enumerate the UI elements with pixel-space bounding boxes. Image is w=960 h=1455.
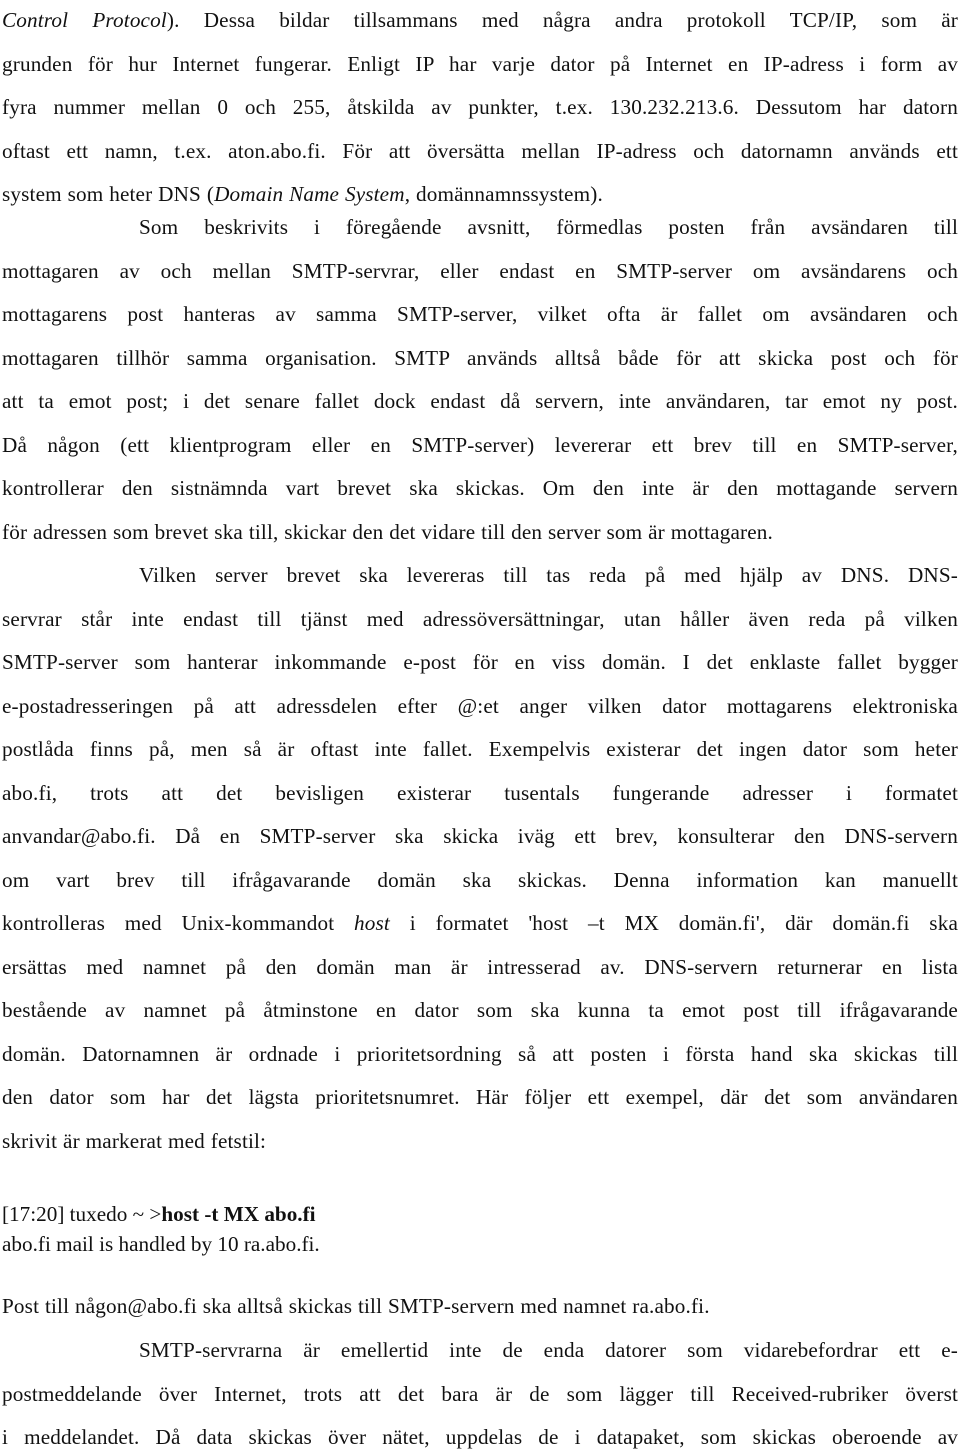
paragraph-smtp-servers [2,1329,958,1455]
terminal-response-line: abo.fi mail is handled by 10 ra.abo.fi. [2,1232,320,1256]
text-line: SMTP-servrarna är emellertid inte de enda datorer som vidarebefordrar ett e- [139,1338,958,1362]
text-line: bestående av namnet på åtminstone en dator som ska kunna ta emot post till ifrågavarande [2,998,958,1022]
italic-term: Control Protocol [2,8,167,32]
text-line: ersättas med namnet på den domän man är intresserad av. DNS-servern returnerar en lista [2,954,958,979]
text-line: skrivit är markerat med fetstil: [2,1128,267,1153]
text-line: Vilken server brevet ska levereras till tas reda på med hjälp av DNS. DNS- [139,563,958,587]
text-line: Control Protocol). Dessa bildar tillsammans med några andra protokoll TCP/IP, som är [2,8,958,32]
italic-command: host [354,911,390,935]
typed-command: host -t MX abo.fi [161,1202,316,1226]
text-line: den dator som har det lägsta prioritetsnumret. Här följer ett exempel, där det som användaren [2,1085,958,1109]
shell-prompt: [17:20] tuxedo ~ > [2,1202,162,1226]
text-line: system som heter DNS (Domain Name System, domännamnssystem). [2,182,603,206]
terminal-example [2,1199,958,1259]
text-line: fyra nummer mellan 0 och 255, åtskilda av punkter, t.ex. 130.232.213.6. Dessutom har datorn [2,95,958,119]
text-line: domän. Datornamnen är ordnade i prioritetsordning så att posten i första hand ska skickas till [2,1041,958,1066]
text-line: mottagarens post hanteras av samma SMTP-server, vilket ofta är fallet om avsändaren och [2,302,958,326]
text-line: e-postadresseringen på att adressdelen efter @:et anger vilken dator mottagarens elektroniska [2,693,958,718]
paragraph-protocols [2,0,958,217]
text-line: om vart brev till ifrågavarande domän ska skickas. Denna information kan manuellt [2,867,958,892]
paragraph-post-address [2,1285,958,1329]
text-line: kontrolleras med Unix-kommandot host i formatet 'host –t MX domän.fi', där domän.fi ska [2,911,958,935]
text-line: grunden för hur Internet fungerar. Enligt IP har varje dator på Internet en IP-adress i form av [2,51,958,76]
text-line: mottagaren av och mellan SMTP-servrar, eller endast en SMTP-server om avsändarens och [2,258,958,283]
text-line: postmeddelande över Internet, trots att det bara är de som lägger till Received-rubriker överst [2,1381,958,1406]
text-line: Som beskrivits i föregående avsnitt, förmedlas posten från avsändaren till [139,215,958,239]
text-line: servrar står inte endast till tjänst med adressöversättningar, utan håller även reda på vilken [2,606,958,631]
text-line: för adressen som brevet ska till, skickar den det vidare till den server som är mottagaren. [2,519,773,544]
text-line: oftast ett namn, t.ex. aton.abo.fi. För att översätta mellan IP-adress och datornamn används ett [2,138,958,163]
text-line: mottagaren tillhör samma organisation. SMTP används alltså både för att skicka post och för [2,345,958,370]
text-line: kontrollerar den sistnämnda vart brevet ska skickas. Om den inte är den mottagande servern [2,476,958,500]
text-line: Då någon (ett klientprogram eller en SMTP-server) levererar ett brev till en SMTP-server, [2,432,958,457]
italic-term: Domain Name System [214,182,405,206]
paragraph-smtp-delivery [2,206,958,554]
text-line: anvandar@abo.fi. Då en SMTP-server ska skicka iväg ett brev, konsulterar den DNS-servern [2,824,958,848]
text-line: postlåda finns på, men så är oftast inte fallet. Exempelvis existerar det ingen dator som heter [2,737,958,761]
text-line: SMTP-server som hanterar inkommande e-post för en viss domän. I det enklaste fallet bygger [2,650,958,674]
text-line: i meddelandet. Då data skickas över nätet, uppdelas de i datapaket, som skickas oberoende av [2,1425,958,1449]
terminal-command-line [2,1199,958,1229]
text-line: Post till någon@abo.fi ska alltså skickas till SMTP-servern med namnet ra.abo.fi. [2,1294,710,1318]
paragraph-dns [2,554,958,1163]
text-line: abo.fi, trots att det bevisligen existerar tusentals fungerande adresser i formatet [2,780,958,805]
text-line: att ta emot post; i det senare fallet dock endast då servern, inte användaren, tar emot ny post. [2,389,958,413]
